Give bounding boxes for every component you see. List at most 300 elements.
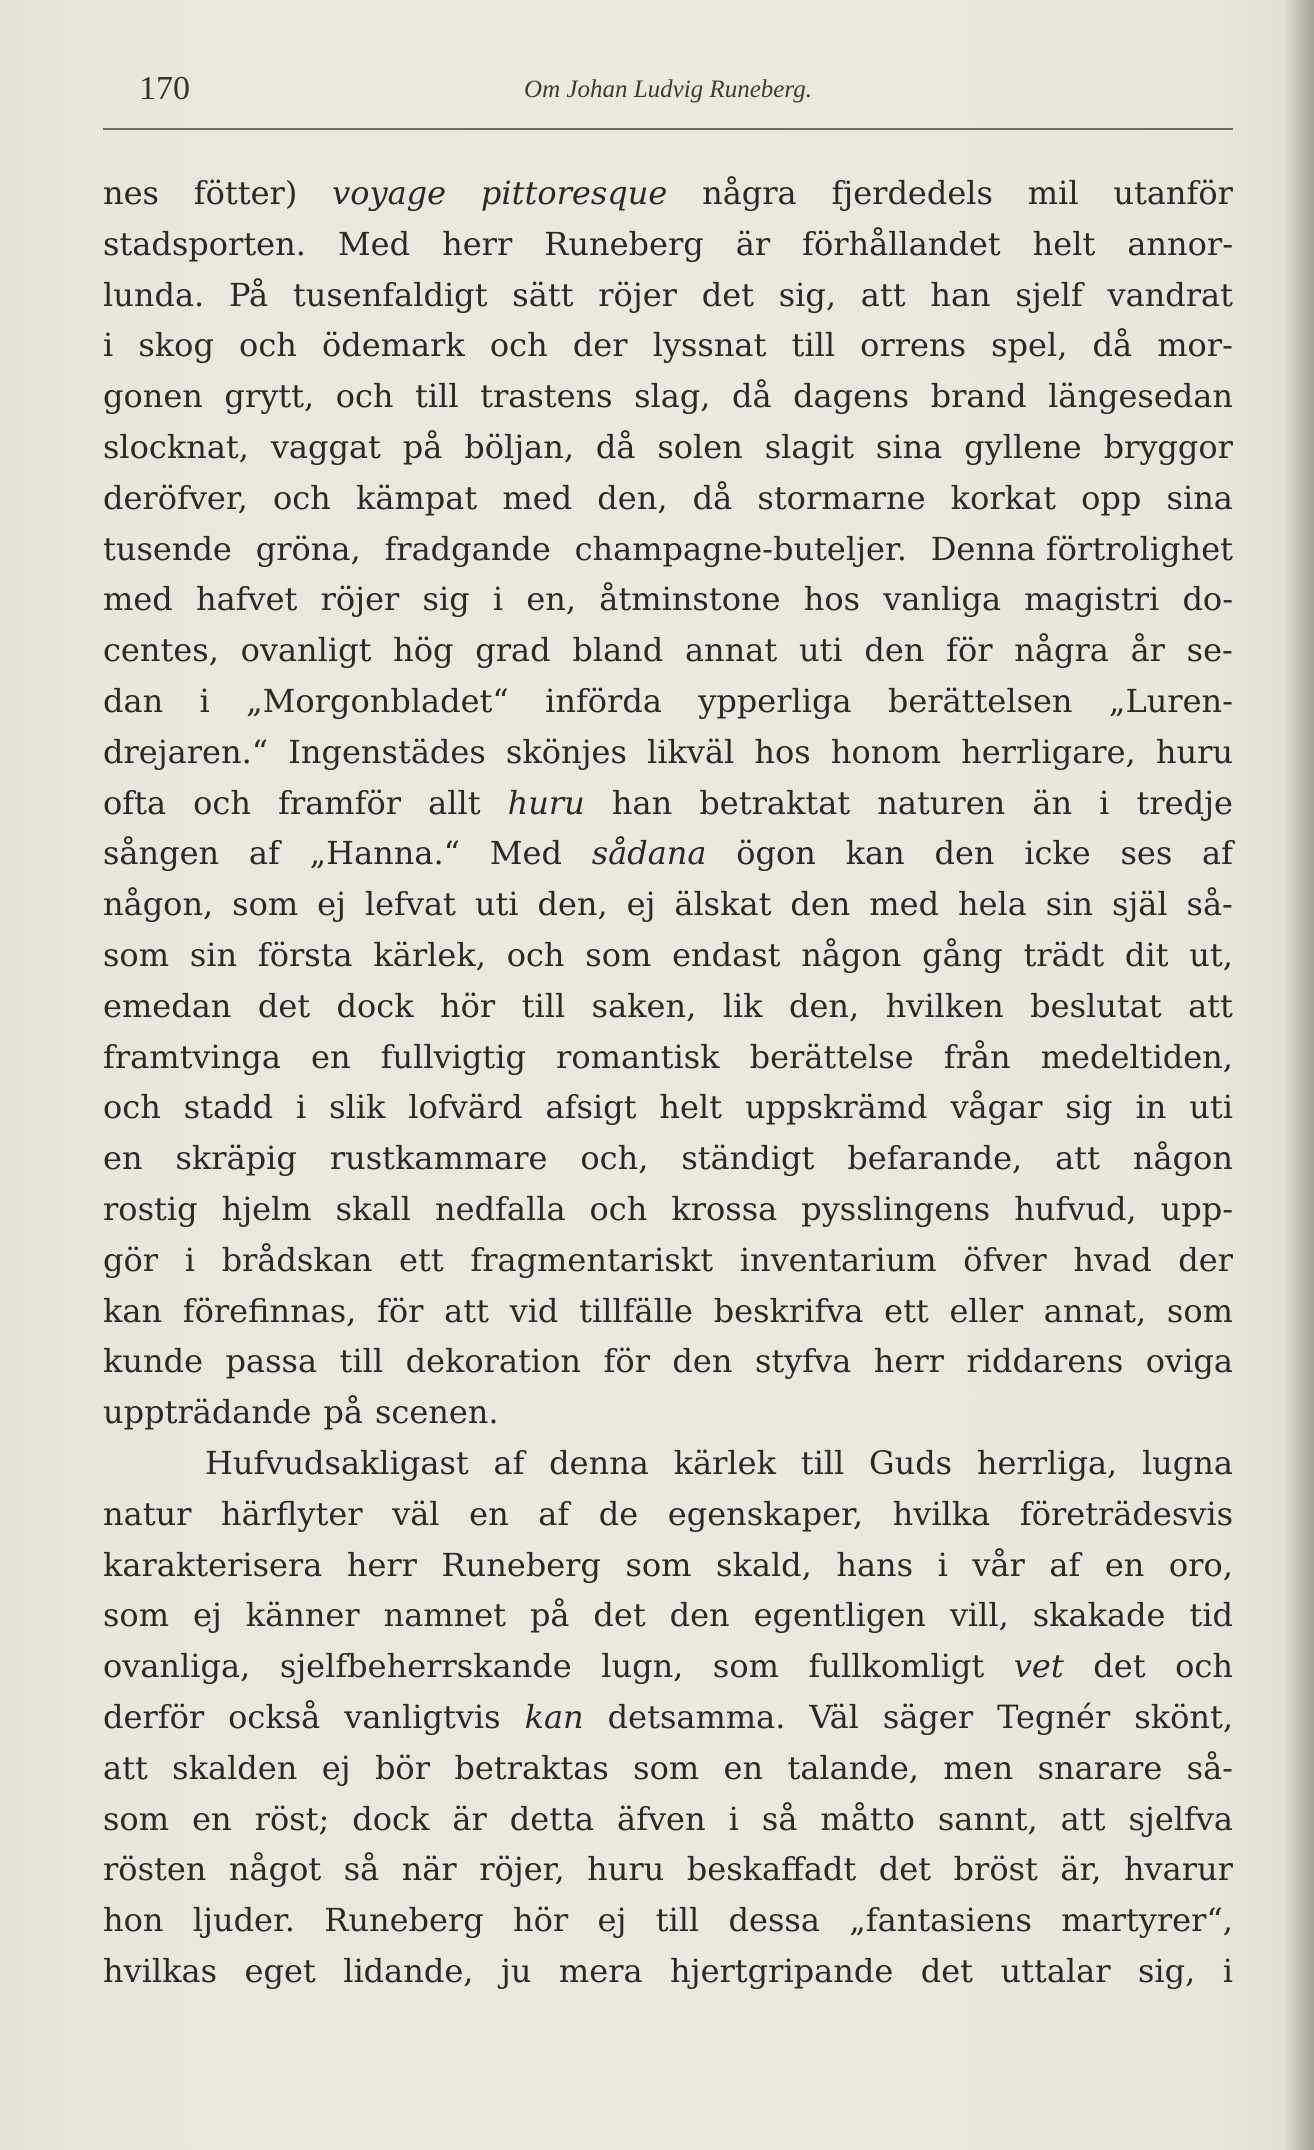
word: berättelse — [749, 1037, 914, 1076]
word: korkat — [950, 478, 1056, 517]
word: för — [946, 631, 993, 670]
word: ovanliga, — [103, 1647, 251, 1686]
word: böljan, — [464, 427, 575, 466]
word: i — [937, 1545, 948, 1584]
word: hvilkas — [103, 1951, 218, 1990]
word: Väl — [809, 1697, 859, 1736]
word: denna — [549, 1443, 649, 1482]
word: ju — [500, 1951, 532, 1990]
text-line — [103, 524, 1233, 575]
word: några — [1014, 631, 1109, 670]
word: deröfver, — [103, 478, 248, 517]
word: karakterisera — [103, 1545, 323, 1584]
word: hos — [803, 580, 861, 619]
word: sig — [422, 580, 470, 619]
word: Med — [337, 224, 411, 263]
word: naturen — [877, 783, 1006, 822]
word: då — [731, 377, 772, 416]
word: fragmentariskt — [470, 1240, 714, 1279]
word: hjertgripande — [670, 1951, 894, 1990]
word: han — [611, 783, 673, 822]
word: pysslingens — [801, 1189, 991, 1228]
word: af — [1049, 1545, 1081, 1584]
word: opp — [1081, 478, 1142, 517]
word: natur — [103, 1494, 192, 1533]
word: ej — [597, 1901, 627, 1940]
word: likväl — [647, 732, 735, 771]
word: hjelm — [221, 1189, 312, 1228]
word: beskrifva — [713, 1291, 864, 1330]
word: kämpat — [355, 478, 478, 517]
word: oro, — [1168, 1545, 1233, 1584]
word: till — [415, 377, 459, 416]
page-edge-shadow — [1284, 0, 1314, 2150]
word: uti — [798, 631, 843, 670]
word: sina — [875, 427, 943, 466]
word: gyllene — [964, 427, 1082, 466]
text-line — [103, 879, 1233, 930]
word: emedan — [103, 986, 232, 1025]
text-line — [103, 473, 1233, 524]
word: och — [103, 1088, 161, 1127]
word: som — [633, 1748, 700, 1787]
word: passa — [225, 1342, 318, 1381]
word: i — [728, 1799, 739, 1838]
word: företrädesvis — [1019, 1494, 1233, 1533]
word: fötter) — [193, 174, 298, 212]
word: det — [257, 986, 311, 1025]
word: eget — [244, 1951, 316, 1990]
text-line — [103, 625, 1233, 676]
word: annat — [684, 631, 778, 670]
word: „Luren- — [1108, 681, 1233, 720]
word: än — [1032, 783, 1073, 822]
word: bland — [572, 631, 664, 670]
word: år — [1130, 631, 1165, 670]
word: med — [502, 478, 573, 517]
word: berättelsen — [887, 681, 1073, 720]
word: der — [1178, 1240, 1233, 1279]
text-line — [103, 219, 1233, 270]
word: i — [295, 1088, 307, 1127]
word: så — [343, 1850, 380, 1889]
word: derför — [103, 1697, 205, 1736]
word: en — [1104, 1545, 1145, 1584]
word: nes — [103, 174, 159, 212]
word: i — [492, 580, 504, 619]
word: en — [103, 1139, 143, 1178]
word: centes, — [103, 631, 219, 670]
word: röjer — [598, 275, 677, 314]
word: fjerdedels — [831, 174, 993, 212]
word: framför — [278, 783, 402, 822]
word: eller — [949, 1291, 1024, 1330]
word: ses — [1120, 834, 1173, 873]
word: ej — [626, 885, 656, 924]
word: ständigt — [681, 1139, 815, 1178]
word: när — [401, 1850, 457, 1889]
word: i — [1099, 783, 1110, 822]
text-line — [103, 1133, 1233, 1184]
word: dessa — [728, 1901, 820, 1940]
word: skog — [138, 326, 214, 365]
word: åtminstone — [599, 580, 781, 619]
word: detsamma. — [607, 1697, 786, 1736]
word: solen — [657, 427, 743, 466]
word: lunda. — [103, 275, 205, 314]
word: och, — [580, 1139, 649, 1178]
text-line — [103, 1387, 1233, 1438]
italic-word: pittoresque — [480, 174, 668, 212]
text-line — [103, 1540, 1233, 1591]
word: snarare — [1037, 1748, 1163, 1787]
word: längesedan — [1048, 377, 1233, 416]
word: den — [790, 885, 851, 924]
word: kunde — [103, 1342, 204, 1381]
word: scenen. — [374, 1393, 499, 1432]
word: ypperliga — [698, 681, 852, 720]
word: namnet — [383, 1596, 507, 1635]
italic-word: vet — [1013, 1647, 1064, 1686]
word: stadd — [183, 1088, 274, 1127]
word: slik — [329, 1088, 386, 1127]
word: sin — [1045, 885, 1094, 924]
word: icke — [1024, 834, 1091, 873]
word: Runeberg — [441, 1545, 601, 1584]
word: stadsporten. — [103, 224, 306, 263]
italic-word: huru — [507, 783, 585, 822]
word: så- — [1186, 885, 1233, 924]
word: helt — [659, 1088, 723, 1127]
word: helt — [1032, 224, 1096, 263]
word: trädt — [1023, 935, 1105, 974]
word: äfven — [617, 1799, 706, 1838]
word: rösten — [103, 1850, 207, 1889]
word: något — [228, 1850, 322, 1889]
word: det — [593, 1596, 646, 1635]
word: dagens — [793, 377, 910, 416]
word: tredje — [1136, 783, 1233, 822]
word: sätt — [512, 275, 574, 314]
word: röst; — [254, 1799, 330, 1838]
word: annat, — [1043, 1291, 1147, 1330]
word: röjer, — [479, 1850, 565, 1889]
word: uttalar — [1000, 1951, 1111, 1990]
word: rostig — [103, 1189, 198, 1228]
word: kan — [845, 834, 905, 873]
word: som — [1166, 1291, 1233, 1330]
word: i — [103, 326, 114, 365]
word: se- — [1186, 631, 1233, 670]
word: drejaren.“ — [103, 732, 269, 771]
word: förhållandet — [802, 224, 1001, 263]
word: älskat — [674, 885, 772, 924]
word: gonen — [103, 377, 203, 416]
word: herrligare, — [961, 732, 1136, 771]
word: martyrer“, — [1061, 1901, 1233, 1940]
text-line — [103, 1641, 1233, 1692]
word: ljuder. — [192, 1901, 295, 1940]
word: väl — [392, 1494, 440, 1533]
italic-word: kan — [524, 1697, 584, 1736]
word: lyssnat — [652, 326, 767, 365]
word: som — [103, 935, 170, 974]
word: till — [655, 1901, 700, 1940]
word: införda — [545, 681, 662, 720]
word: då — [595, 427, 636, 466]
word: ej — [192, 1596, 222, 1635]
word: Guds — [869, 1443, 953, 1482]
word: dan — [103, 681, 164, 720]
word: att — [860, 275, 906, 314]
text-line — [103, 1082, 1233, 1133]
word: dit — [1124, 935, 1169, 974]
word: kan — [103, 1291, 163, 1330]
text-line — [103, 1336, 1233, 1387]
word: mera — [558, 1951, 643, 1990]
text-line — [103, 930, 1233, 981]
text-line — [103, 828, 1233, 879]
word: betraktas — [454, 1748, 609, 1787]
word: do- — [1182, 580, 1233, 619]
word: från — [943, 1037, 1011, 1076]
word: uppträdande — [103, 1393, 312, 1432]
word: brådskan — [221, 1240, 373, 1279]
word: de — [598, 1494, 639, 1533]
word: så- — [1186, 1748, 1233, 1787]
word: beslutat — [1030, 986, 1162, 1025]
text-line — [103, 1946, 1233, 1997]
word: en, — [526, 580, 577, 619]
text-line — [103, 1184, 1233, 1235]
text-line — [103, 1844, 1233, 1895]
word: vågar — [950, 1088, 1043, 1127]
word: det — [878, 1850, 932, 1889]
text-line — [103, 320, 1233, 371]
word: beskaffadt — [686, 1850, 857, 1889]
word: vanliga — [883, 580, 1002, 619]
word: vandrat — [1107, 275, 1233, 314]
word: den — [864, 631, 925, 670]
text-line — [103, 1692, 1233, 1743]
word: förefinnas, — [182, 1291, 357, 1330]
word: ut, — [1189, 935, 1233, 974]
text-line — [103, 981, 1233, 1032]
word: tillfälle — [579, 1291, 693, 1330]
word: hos — [754, 732, 811, 771]
word: betraktat — [699, 783, 851, 822]
word: några — [702, 174, 797, 212]
word: skönjes — [505, 732, 627, 771]
word: och — [589, 1189, 648, 1228]
word: egenskaper, — [667, 1494, 864, 1533]
word: ej — [321, 1748, 351, 1787]
word: att — [1055, 1139, 1100, 1178]
word: och — [239, 326, 297, 365]
text-line — [103, 676, 1233, 727]
word: och — [335, 377, 394, 416]
word: slag, — [634, 377, 711, 416]
word: fradgande — [384, 529, 551, 568]
word: sjelfva — [1128, 1799, 1233, 1838]
word: af — [1202, 834, 1233, 873]
word: härflyter — [221, 1494, 363, 1533]
italic-word: voyage — [332, 174, 447, 212]
word: ett — [884, 1291, 929, 1330]
word: första — [257, 935, 353, 974]
word: hör — [513, 1901, 569, 1940]
word: gör — [103, 1240, 159, 1279]
word: så — [761, 1799, 798, 1838]
word: ovanligt — [240, 631, 372, 670]
word: dekoration — [405, 1342, 581, 1381]
word: fullvigtig — [380, 1037, 526, 1076]
word: den — [934, 834, 995, 873]
word: utanför — [1113, 174, 1233, 212]
word: sjelf — [1015, 275, 1083, 314]
word: Runeberg — [544, 224, 704, 263]
word: mor- — [1157, 326, 1233, 365]
word: och — [193, 783, 251, 822]
word: hafvet — [195, 580, 298, 619]
word: talande, — [787, 1748, 919, 1787]
word: som — [625, 1545, 692, 1584]
word: nedfalla — [435, 1189, 566, 1228]
text-line — [103, 270, 1233, 321]
word: gröna, — [255, 529, 361, 568]
word: huru — [1155, 732, 1233, 771]
word: befarande, — [847, 1139, 1023, 1178]
text-line — [103, 371, 1233, 422]
word: han — [930, 275, 991, 314]
word: sjelfbeherrskande — [279, 1647, 572, 1686]
text-line — [103, 1895, 1233, 1946]
word: tid — [1189, 1596, 1233, 1635]
word: vår — [972, 1545, 1025, 1584]
running-title: Om Johan Ludvig Runeberg. — [524, 76, 812, 103]
text-line — [103, 1794, 1233, 1845]
word: Hufvudsakligast — [205, 1443, 469, 1482]
word: gång — [922, 935, 1003, 974]
word: trastens — [480, 377, 613, 416]
word: att — [1188, 986, 1233, 1025]
word: tusenfaldigt — [292, 275, 488, 314]
word: någon, — [103, 885, 214, 924]
word: med — [103, 580, 173, 619]
word: lugn, — [601, 1647, 684, 1686]
word: saken, — [591, 986, 697, 1025]
word: „Morgonbladet“ — [246, 681, 509, 720]
word: lidande, — [343, 1951, 474, 1990]
word: ofta — [103, 783, 167, 822]
word: vanligtvis — [344, 1697, 501, 1736]
word: är, — [1060, 1850, 1102, 1889]
word: den — [672, 1342, 733, 1381]
word: till — [800, 1443, 845, 1482]
word: ögon — [736, 834, 816, 873]
word: detta — [509, 1799, 595, 1838]
word: den, — [597, 478, 668, 517]
word: hans — [836, 1545, 914, 1584]
word: som — [585, 935, 652, 974]
word: bryggor — [1103, 427, 1233, 466]
word: och — [1175, 1647, 1233, 1686]
word: afsigt — [545, 1088, 637, 1127]
word: det — [701, 275, 754, 314]
word: lofvärd — [408, 1088, 523, 1127]
word: är — [452, 1799, 487, 1838]
word: då — [1092, 326, 1133, 365]
word: rustkammare — [329, 1139, 548, 1178]
text-line — [103, 778, 1233, 829]
word: kärlek — [673, 1443, 776, 1482]
word: Tegnér — [997, 1697, 1111, 1736]
word: styfva — [754, 1342, 852, 1381]
word: sina — [1166, 478, 1233, 517]
word: orrens — [860, 326, 966, 365]
word: magistri — [1024, 580, 1160, 619]
word: det — [920, 1951, 974, 1990]
word: hon — [103, 1901, 164, 1940]
word: hög — [393, 631, 454, 670]
word: öfver — [963, 1240, 1047, 1279]
word: sig, — [778, 275, 837, 314]
word: den, — [537, 885, 608, 924]
text-line — [103, 422, 1233, 473]
word: der — [572, 326, 628, 365]
word: lik — [722, 986, 763, 1025]
word: hör — [440, 986, 496, 1025]
word: hvilka — [892, 1494, 991, 1533]
word: grytt, — [224, 377, 315, 416]
word: att — [444, 1291, 489, 1330]
italic-word: sådana — [591, 834, 707, 873]
word: på — [529, 1596, 570, 1635]
word: Runeberg — [324, 1901, 484, 1940]
word: för — [603, 1342, 650, 1381]
word: vaggat — [270, 427, 381, 466]
text-line — [103, 168, 1233, 219]
word: fullkomligt — [808, 1647, 985, 1686]
word: sig, — [1137, 1951, 1196, 1990]
word: hela — [957, 885, 1027, 924]
word: uti — [1189, 1088, 1233, 1127]
word: ett — [399, 1240, 444, 1279]
word: skall — [335, 1189, 411, 1228]
word: riddarens — [966, 1342, 1124, 1381]
word: skakade — [1032, 1596, 1166, 1635]
word: kärlek, — [373, 935, 486, 974]
word: säger — [882, 1697, 974, 1736]
word: det — [1093, 1647, 1146, 1686]
word: i — [1222, 1951, 1233, 1990]
word: ödemark — [321, 326, 465, 365]
word: herr — [346, 1545, 417, 1584]
word: endast — [672, 935, 781, 974]
word: för — [377, 1291, 424, 1330]
word: stormarne — [757, 478, 926, 517]
text-line — [103, 1743, 1233, 1794]
body-text — [103, 168, 1233, 1997]
text-line — [103, 1032, 1233, 1083]
word: hvarur — [1123, 1850, 1233, 1889]
text-line — [103, 1590, 1233, 1641]
header-rule — [103, 128, 1233, 130]
word: uti — [474, 885, 519, 924]
word: inventarium — [739, 1240, 937, 1279]
word: grad — [475, 631, 551, 670]
text-line — [103, 727, 1233, 778]
